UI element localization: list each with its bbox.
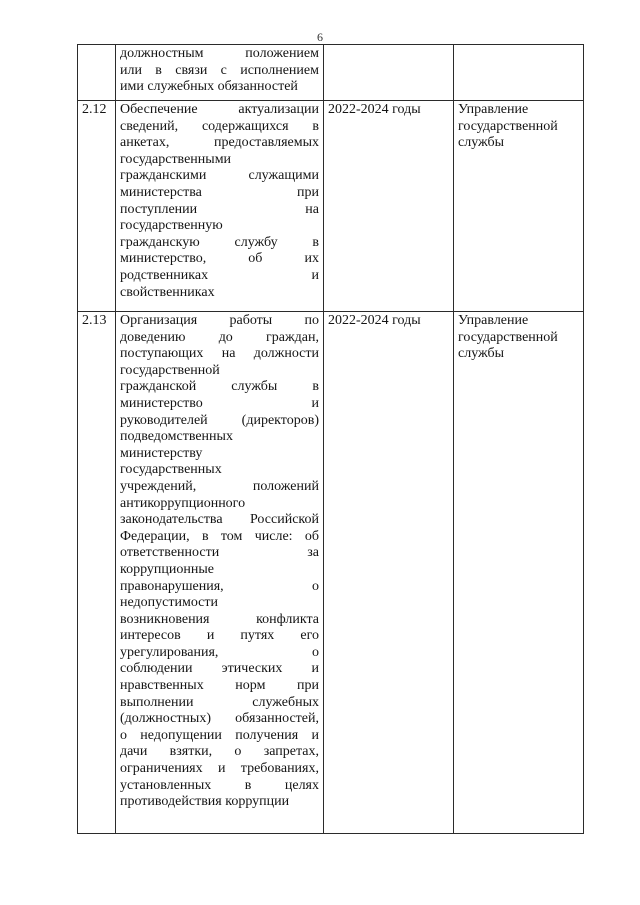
activity-line: соблюдении этических и [120,661,319,677]
activity-line: урегулирования, о [120,644,319,660]
activity-line: гражданской службы в [120,379,319,395]
activity-line: государственных [120,462,222,478]
activity-line: руководителей (директоров) [120,412,319,428]
plan-table-body [78,45,584,834]
activity-line: поступающих на должности [120,346,319,362]
activity-line: родственниках и [120,267,319,283]
activity-line: о недопущении получения и [120,727,319,743]
activity-cell [116,45,324,101]
responsible-cell: Управление государственной службы [454,101,584,312]
activity-line: государственными [120,151,232,167]
activity-line: подведомственных [120,429,233,445]
table-row [78,45,584,101]
activity-line: ответственности за [120,545,319,561]
activity-line: установленных в целях [120,777,319,793]
activity-line: законодательства Российской [120,512,319,528]
activity-line: правонарушения, о [120,578,319,594]
term-cell [324,45,454,101]
activity-line: интересов и путях его [120,628,319,644]
activity-line: или в связи с исполнением [120,62,319,78]
term-cell: 2022-2024 годы [324,101,454,312]
activity-line: учреждений, положений [120,478,319,494]
activity-line: доведению до граждан, [120,329,319,345]
activity-line: коррупционные [120,561,214,577]
activity-line: гражданскую службу в [120,234,319,250]
activity-line: государственную [120,218,223,234]
activity-line: Обеспечение актуализации [120,102,319,117]
activity-line: министерство и [120,395,319,411]
table-row [78,312,584,834]
activity-line: министерство, об их [120,251,319,267]
activity-line: гражданскими служащими [120,168,319,184]
activity-line: нравственных норм при [120,678,319,694]
activity-line: (должностных) обязанностей, [120,711,319,727]
activity-line: противодействия коррупции [120,794,290,810]
activity-line: дачи взятки, о запретах, [120,744,319,760]
responsible-cell: Управление государственной службы [454,312,584,834]
activity-cell [116,312,324,834]
activity-line: ими служебных обязанностей [120,79,298,95]
activity-line: анкетах, предоставляемых [120,135,319,151]
activity-line: Федерации, в том числе: об [120,528,319,544]
activity-line: сведений, содержащихся в [120,118,319,134]
term-cell: 2022-2024 годы [324,312,454,834]
item-number: 2.13 [78,312,116,834]
activity-line: недопустимости [120,595,218,611]
activity-line: Организация работы по [120,313,319,328]
responsible-cell [454,45,584,101]
item-number: 2.12 [78,101,116,312]
activity-line: выполнении служебных [120,694,319,710]
plan-table [77,44,584,834]
activity-line: министерству [120,445,203,461]
activity-cell [116,101,324,312]
item-number [78,45,116,101]
activity-line: поступлении на [120,201,319,217]
activity-line: государственной [120,362,220,378]
activity-line: ограничениях и требованиях, [120,761,319,777]
page-number: 6 [317,30,323,44]
activity-line: антикоррупционного [120,495,246,511]
activity-line: должностным положением [120,46,319,61]
activity-line: возникновения конфликта [120,611,319,627]
table-row [78,101,584,312]
activity-line: свойственниках [120,284,215,300]
activity-line: министерства при [120,184,319,200]
